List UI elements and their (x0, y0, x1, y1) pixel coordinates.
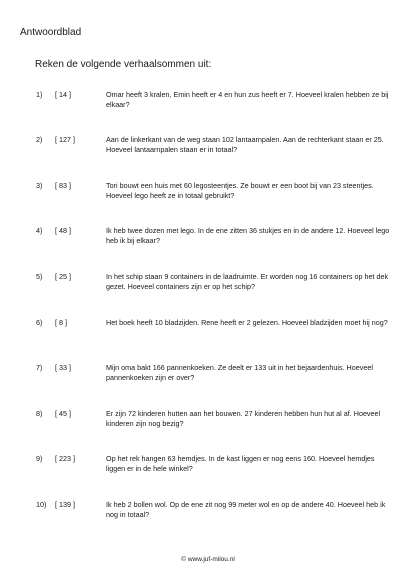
question-text: Omar heeft 3 kralen, Emin heeft er 4 en hun zus heeft er 7. Hoeveel kralen hebben ze bij elkaar? (106, 90, 389, 109)
question-number: 1) (36, 90, 43, 99)
question-text: Er zijn 72 kinderen hutten aan het bouwen. 27 kinderen hebben hun hut al af. Hoeveel kinderen zijn nog bezig? (106, 409, 381, 428)
question-answer: [ 139 ] (55, 500, 75, 509)
page-title: Antwoordblad (20, 27, 82, 38)
question-text: In het schip staan 9 containers in de laadruimte. Er worden nog 16 containers op het dek gezet. Hoeveel containers zijn er op het schip? (106, 272, 389, 291)
question-number: 8) (36, 409, 43, 418)
question-answer: [ 127 ] (55, 135, 75, 144)
question-number: 3) (36, 181, 43, 190)
question-number: 2) (36, 135, 43, 144)
question-answer: [ 45 ] (55, 409, 71, 418)
question-text: Op het rek hangen 63 hemdjes. In de kast liggen er nog eens 160. Hoeveel hemdjes liggen er in de hele winkel? (106, 454, 375, 473)
question-answer: [ 25 ] (55, 272, 71, 281)
question-answer: [ 48 ] (55, 226, 71, 235)
question-text: Ik heb 2 bollen wol. Op de ene zit nog 99 meter wol en op de andere 40. Hoeveel heb ik nog in totaal? (106, 500, 386, 519)
question-answer: [ 83 ] (55, 181, 71, 190)
question-number: 6) (36, 318, 43, 327)
footer-copyright: © www.juf-milou.nl (181, 556, 235, 563)
question-answer: [ 8 ] (55, 318, 67, 327)
question-answer: [ 223 ] (55, 454, 75, 463)
question-text: Mijn oma bakt 166 pannenkoeken. Ze deelt er 133 uit in het bejaardenhuis. Hoeveel pannenkoeken zijn er over? (106, 363, 373, 382)
question-text: Het boek heeft 10 bladzijden. Rene heeft er 2 gelezen. Hoeveel bladzijden moet hij nog? (106, 318, 388, 327)
question-text: Tori bouwt een huis met 60 legosteentjes. Ze bouwt er een boot bij van 23 steentjes. Hoeveel lego heeft ze in totaal gebruikt? (106, 181, 374, 200)
instructions-subtitle: Reken de volgende verhaalsommen uit: (35, 59, 212, 70)
question-text: Ik heb twee dozen met lego. In de ene zitten 36 stukjes en in de andere 12. Hoeveel lego heb ik bij elkaar? (106, 226, 390, 245)
question-answer: [ 14 ] (55, 90, 71, 99)
question-number: 7) (36, 363, 43, 372)
question-number: 5) (36, 272, 43, 281)
question-text: Aan de linkerkant van de weg staan 102 lantaarnpalen. Aan de rechterkant staan er 25. Hoeveel lantaarnpalen staan er in totaal? (106, 135, 384, 154)
question-number: 9) (36, 454, 43, 463)
question-answer: [ 33 ] (55, 363, 71, 372)
question-number: 10) (36, 500, 47, 509)
question-number: 4) (36, 226, 43, 235)
